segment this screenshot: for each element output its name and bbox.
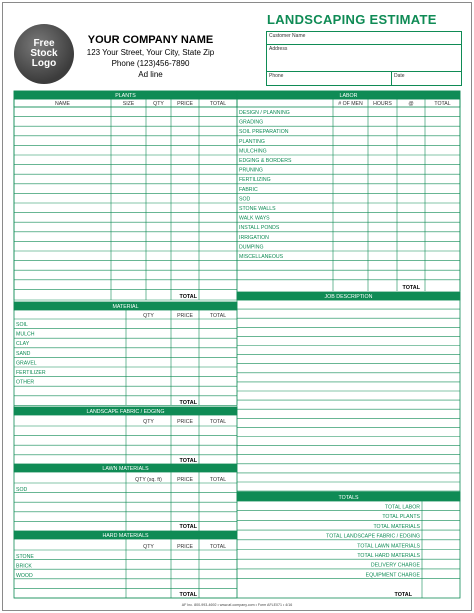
fabric-column-price: PRICE <box>177 419 193 425</box>
hard-total-label: TOTAL <box>179 592 197 598</box>
material-total-label: TOTAL <box>179 400 197 406</box>
labor-item: SOIL PREPARATION <box>239 129 289 136</box>
labor-item: FABRIC <box>239 186 258 193</box>
hard-item: BRICK <box>16 563 32 570</box>
material-item: FERTILIZER <box>16 370 46 376</box>
date-label: Date <box>394 73 405 79</box>
hard-column-total: TOTAL <box>209 544 227 550</box>
labor-column-2: @ <box>408 101 414 107</box>
plants-column-total: TOTAL <box>209 101 227 107</box>
totals-item: EQUIPMENT CHARGE <box>365 572 420 579</box>
labor-item: MISCELLANEOUS <box>239 254 284 260</box>
totals-item: TOTAL MATERIALS <box>373 523 420 530</box>
plants-column-size: SIZE <box>122 101 135 107</box>
labor-item: FERTILIZING <box>239 177 271 184</box>
logo-line: Logo <box>31 58 57 69</box>
hard-column-price: PRICE <box>177 544 193 550</box>
labor-item: PLANTING <box>239 138 265 145</box>
material-column-price: PRICE <box>177 313 193 319</box>
labor-header-label: LABOR <box>339 93 358 99</box>
material-header-label: MATERIAL <box>112 304 139 310</box>
material-item: SOIL <box>16 322 28 328</box>
labor-item: EDGING & BORDERS <box>239 158 292 164</box>
company-phone: Phone (123)456-7890 <box>111 59 190 68</box>
company-name: YOUR COMPANY NAME <box>87 34 214 46</box>
customer-name-label: Customer Name <box>269 33 306 39</box>
labor-total-label: TOTAL <box>402 285 420 291</box>
labor-column-1: HOURS <box>373 101 392 107</box>
labor-column-3: TOTAL <box>434 101 451 107</box>
material-column-qty: QTY <box>143 313 154 319</box>
phone-label: Phone <box>269 73 284 79</box>
company-address: 123 Your Street, Your City, State Zip <box>86 48 215 57</box>
labor-column-0: # OF MEN <box>338 101 363 107</box>
hard-column-qty: QTY <box>143 544 154 550</box>
lawn-column-2: TOTAL <box>209 477 227 483</box>
totals-item: TOTAL LABOR <box>384 504 420 511</box>
labor-item: SOD <box>239 196 251 203</box>
material-item: SAND <box>16 350 31 357</box>
hard-header-label: HARD MATERIALS <box>102 533 149 539</box>
totals-item: TOTAL HARD MATERIALS <box>357 553 420 559</box>
fabric-total-label: TOTAL <box>179 458 197 464</box>
material-item: CLAY <box>16 341 30 348</box>
fabric-header-label: LANDSCAPE FABRIC / EDGING <box>86 409 165 415</box>
form-title: LANDSCAPING ESTIMATE <box>267 12 437 27</box>
labor-item: WALK WAYS <box>239 215 270 222</box>
totals-item: TOTAL PLANTS <box>382 514 420 521</box>
grand-total-label: TOTAL <box>394 592 412 598</box>
material-item: GRAVEL <box>16 360 37 367</box>
totals-item: DELIVERY CHARGE <box>370 562 420 569</box>
logo-line: Stock <box>30 48 58 59</box>
labor-item: INSTALL PONDS <box>239 225 280 232</box>
material-column-total: TOTAL <box>209 313 227 319</box>
labor-item: MULCHING <box>239 148 267 155</box>
labor-item: STONE WALLS <box>239 206 276 212</box>
totals-header-label: TOTALS <box>338 495 359 501</box>
totals-item: TOTAL LAWN MATERIALS <box>357 543 420 550</box>
fabric-column-total: TOTAL <box>209 419 227 425</box>
hard-item: STONE <box>16 554 34 560</box>
hard-item: WOOD <box>16 573 33 580</box>
plants-header-label: PLANTS <box>115 93 136 99</box>
labor-item: DESIGN / PLANNING <box>239 110 290 116</box>
address-label: Address <box>269 46 288 52</box>
lawn-column-0: QTY (sq. ft) <box>135 477 162 483</box>
labor-item: IRRIGATION <box>239 234 269 241</box>
job-description-header-label: JOB DESCRIPTION <box>324 294 373 300</box>
material-item: MULCH <box>16 331 35 338</box>
plants-column-price: PRICE <box>177 101 193 107</box>
totals-item: TOTAL LANDSCAPE FABRIC / EDGING <box>326 533 420 540</box>
form-footer: AF Inc. 800-993-4692 • www.af-company.com • Form AFLE071 • 4/16 <box>181 603 293 607</box>
labor-item: PRUNING <box>239 167 263 174</box>
company-ad-line: Ad line <box>138 70 163 79</box>
plants-total-label: TOTAL <box>179 294 197 300</box>
plants-column-qty: QTY <box>153 101 164 107</box>
labor-item: GRADING <box>239 119 264 126</box>
material-item: OTHER <box>16 379 35 386</box>
plants-column-name: NAME <box>55 101 70 107</box>
lawn-column-1: PRICE <box>177 477 193 483</box>
labor-item: DUMPING <box>239 244 264 251</box>
lawn-item: SOD <box>16 487 28 493</box>
fabric-column-qty: QTY <box>143 419 154 425</box>
lawn-total-label: TOTAL <box>179 524 197 530</box>
logo-line: Free <box>33 38 55 49</box>
lawn-header-label: LAWN MATERIALS <box>102 466 149 472</box>
